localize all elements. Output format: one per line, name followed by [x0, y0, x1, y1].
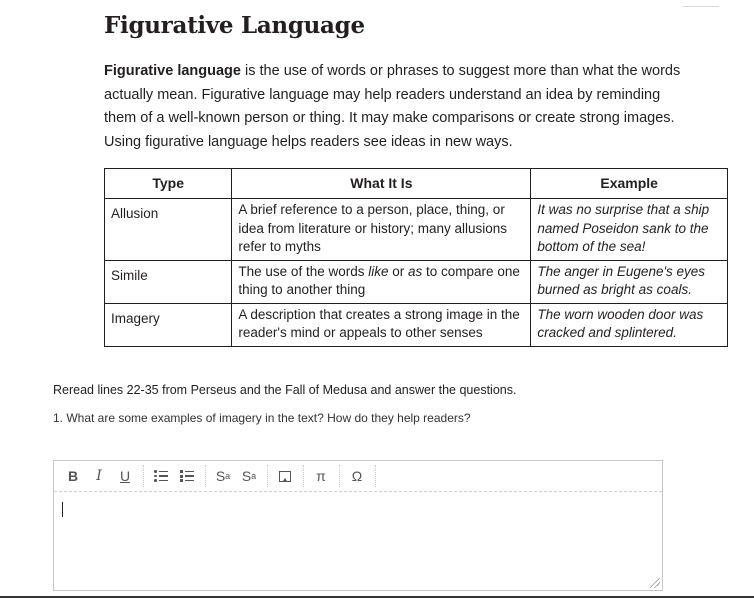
- header-what-it-is: What It Is: [232, 169, 531, 199]
- toolbar-separator: [375, 465, 376, 487]
- intro-term: Figurative language: [104, 63, 241, 79]
- simile-text-or: or: [388, 263, 409, 279]
- intro-paragraph: [104, 60, 694, 154]
- toolbar-separator: [303, 465, 304, 487]
- row-example-imagery: The worn wooden door was cracked and splintered.: [531, 303, 728, 346]
- underline-button[interactable]: U: [119, 468, 131, 484]
- header-example: Example: [531, 169, 728, 199]
- superscript-button[interactable]: [212, 465, 234, 487]
- question-1: 1. What are some examples of imagery in the text? How do they help readers?: [53, 411, 471, 425]
- simile-word-like: like: [368, 263, 389, 279]
- subscript-button[interactable]: [238, 465, 260, 487]
- bold-button[interactable]: B: [67, 468, 79, 484]
- table-row: [105, 199, 728, 261]
- bullet-list-icon: [154, 470, 168, 482]
- text-caret: [62, 502, 63, 517]
- insert-special-character-button[interactable]: Ω: [351, 468, 363, 484]
- top-divider: [683, 6, 719, 7]
- figurative-language-table: [104, 168, 728, 347]
- table-header-row: [105, 169, 728, 199]
- reading-instruction: Reread lines 22-35 from Perseus and the Fall of Medusa and answer the questions.: [53, 383, 517, 397]
- header-type: Type: [105, 169, 232, 199]
- table-row: [105, 260, 728, 303]
- insert-pi-button[interactable]: π: [316, 468, 326, 484]
- simile-text-post: to compare one thing to another thing: [238, 263, 520, 297]
- toolbar-separator: [205, 465, 206, 487]
- bullet-list-button[interactable]: [150, 465, 172, 487]
- toolbar-separator: [339, 465, 340, 487]
- insert-image-button[interactable]: [274, 465, 296, 487]
- row-type-allusion: Allusion: [105, 199, 232, 261]
- numbered-list-button[interactable]: [176, 465, 198, 487]
- answer-editor: [53, 460, 663, 591]
- editor-toolbar: [54, 461, 662, 492]
- row-definition-imagery: A description that creates a strong image in the reader's mind or appeals to other senses: [232, 303, 531, 346]
- row-definition-allusion: A brief reference to a person, place, thing, or idea from literature or history; many allusions refer to myths: [232, 199, 531, 261]
- table-row: [105, 303, 728, 346]
- row-definition-simile: [232, 260, 531, 303]
- intro-text: is the use of words or phrases to suggest more than what the words actually mean. Figurative language may help readers understand an idea by reminding them of a well-known person or thing. It may make comparisons or create strong images. Using figurative language helps readers see ideas in new ways.: [104, 63, 681, 150]
- simile-text-pre: The use of the words: [238, 263, 369, 279]
- row-type-imagery: Imagery: [105, 303, 232, 346]
- row-type-simile: Simile: [105, 260, 232, 303]
- page-title: Figurative Language: [104, 12, 365, 39]
- superscript-mark: a: [225, 471, 231, 481]
- resize-grip-icon[interactable]: [650, 578, 660, 588]
- superscript-label: S: [215, 468, 226, 484]
- subscript-mark: a: [251, 471, 257, 481]
- answer-text-area[interactable]: [54, 492, 662, 590]
- simile-word-as: as: [408, 263, 423, 279]
- italic-button[interactable]: I: [96, 468, 102, 484]
- row-example-simile: The anger in Eugene's eyes burned as bright as coals.: [531, 260, 728, 303]
- toolbar-separator: [143, 465, 144, 487]
- subscript-label: S: [241, 468, 252, 484]
- toolbar-separator: [267, 465, 268, 487]
- image-icon: [279, 471, 291, 482]
- numbered-list-icon: [180, 470, 194, 482]
- row-example-allusion: It was no surprise that a ship named Poseidon sank to the bottom of the sea!: [531, 199, 728, 261]
